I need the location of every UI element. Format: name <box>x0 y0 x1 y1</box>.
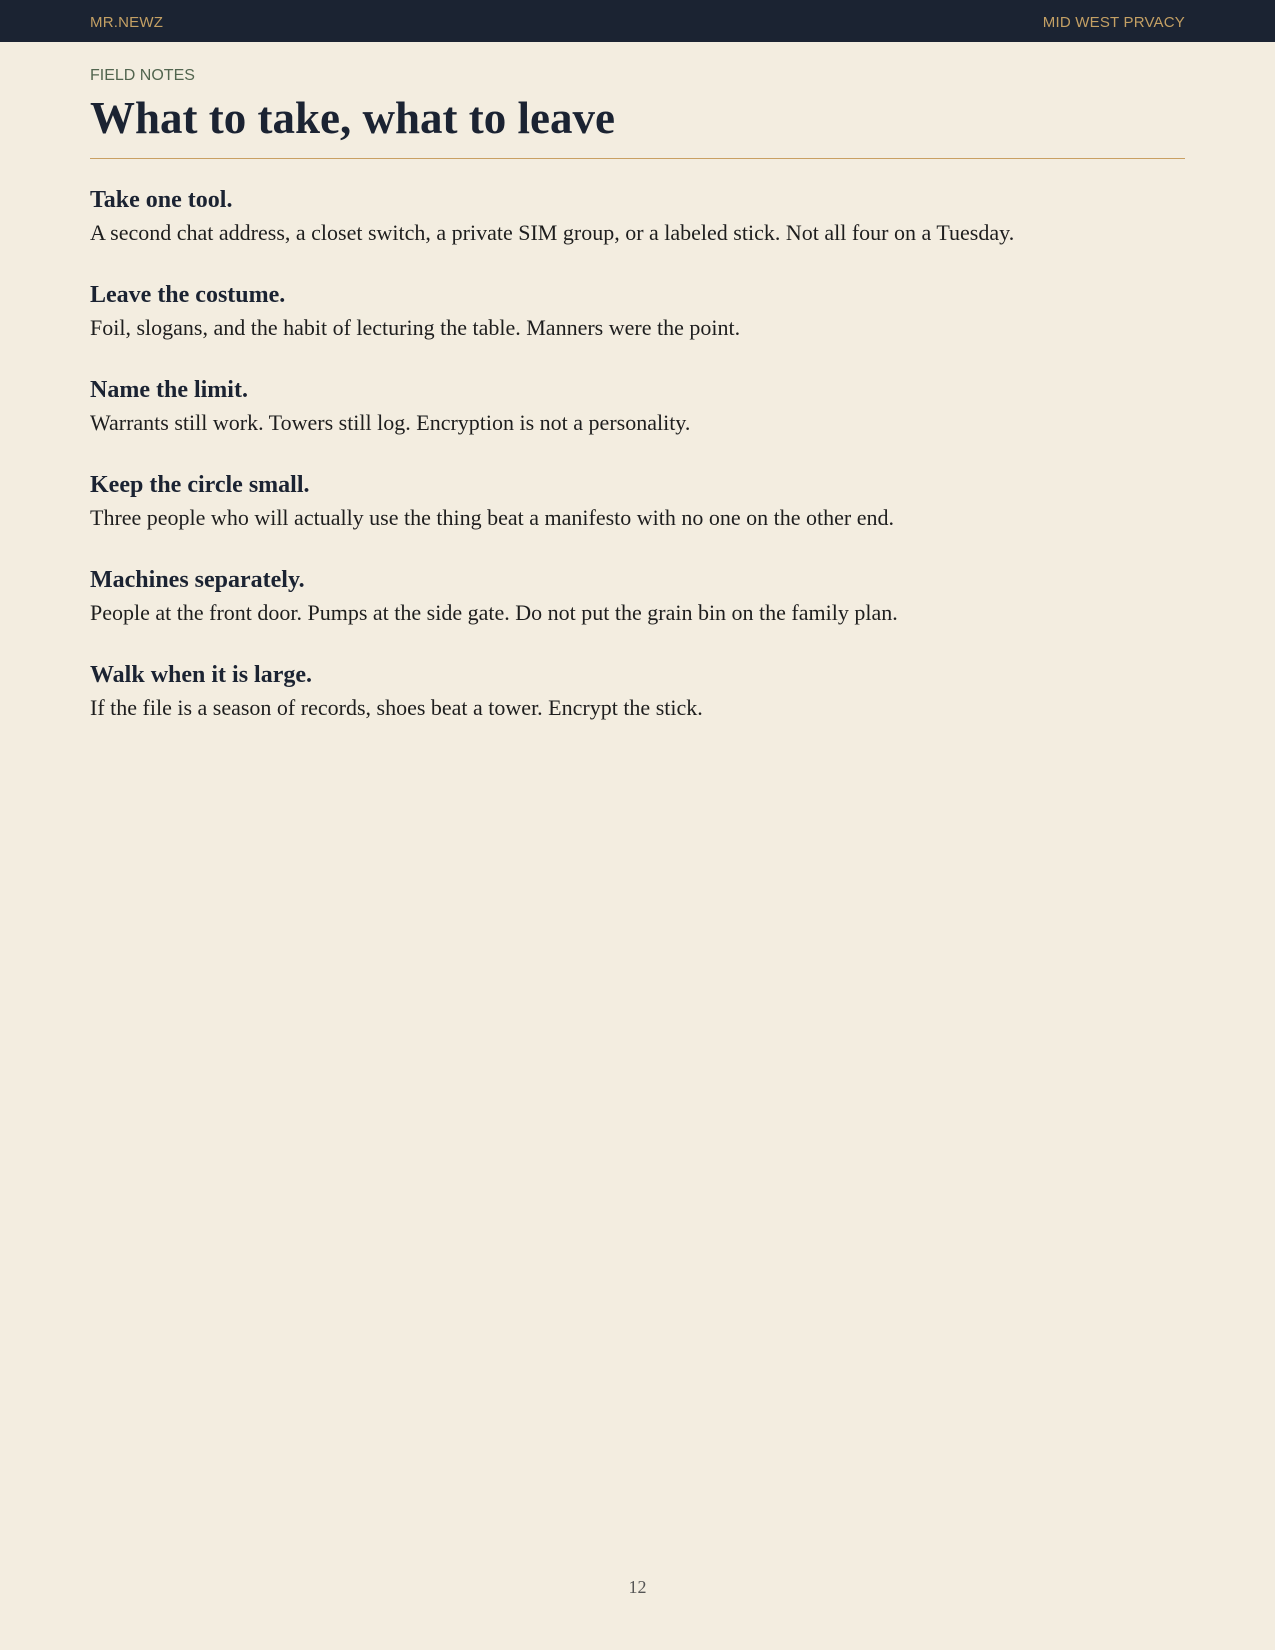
title-divider <box>90 158 1185 159</box>
note-item <box>90 660 1185 723</box>
note-body: Warrants still work. Towers still log. Encryption is not a personality. <box>90 410 691 435</box>
note-body: People at the front door. Pumps at the side gate. Do not put the grain bin on the family plan. <box>90 600 898 625</box>
note-heading: Leave the costume. <box>90 282 286 308</box>
publication-name: MR.NEWZ <box>90 14 164 31</box>
notes-list <box>90 185 1185 723</box>
note-item <box>90 565 1185 628</box>
top-bar <box>0 0 1275 42</box>
note-item <box>90 280 1185 343</box>
note-item <box>90 185 1185 248</box>
note-heading: Keep the circle small. <box>90 472 310 498</box>
note-item <box>90 470 1185 533</box>
page-number: 12 <box>628 1577 647 1597</box>
note-heading: Walk when it is large. <box>90 662 313 688</box>
note-item <box>90 375 1185 438</box>
section-name: MID WEST PRVACY <box>1042 14 1185 31</box>
page-content <box>90 66 1185 755</box>
kicker-label: FIELD NOTES <box>90 67 195 84</box>
note-body: A second chat address, a closet switch, a private SIM group, or a labeled stick. Not all four on a Tuesday. <box>90 220 1015 245</box>
note-heading: Take one tool. <box>90 187 233 213</box>
note-body: If the file is a season of records, shoes beat a tower. Encrypt the stick. <box>90 695 703 720</box>
note-body: Foil, slogans, and the habit of lecturing the table. Manners were the point. <box>90 315 741 340</box>
note-heading: Machines separately. <box>90 567 305 593</box>
note-body: Three people who will actually use the thing beat a manifesto with no one on the other end. <box>90 505 894 530</box>
page-title: What to take, what to leave <box>90 93 615 143</box>
note-heading: Name the limit. <box>90 377 248 403</box>
